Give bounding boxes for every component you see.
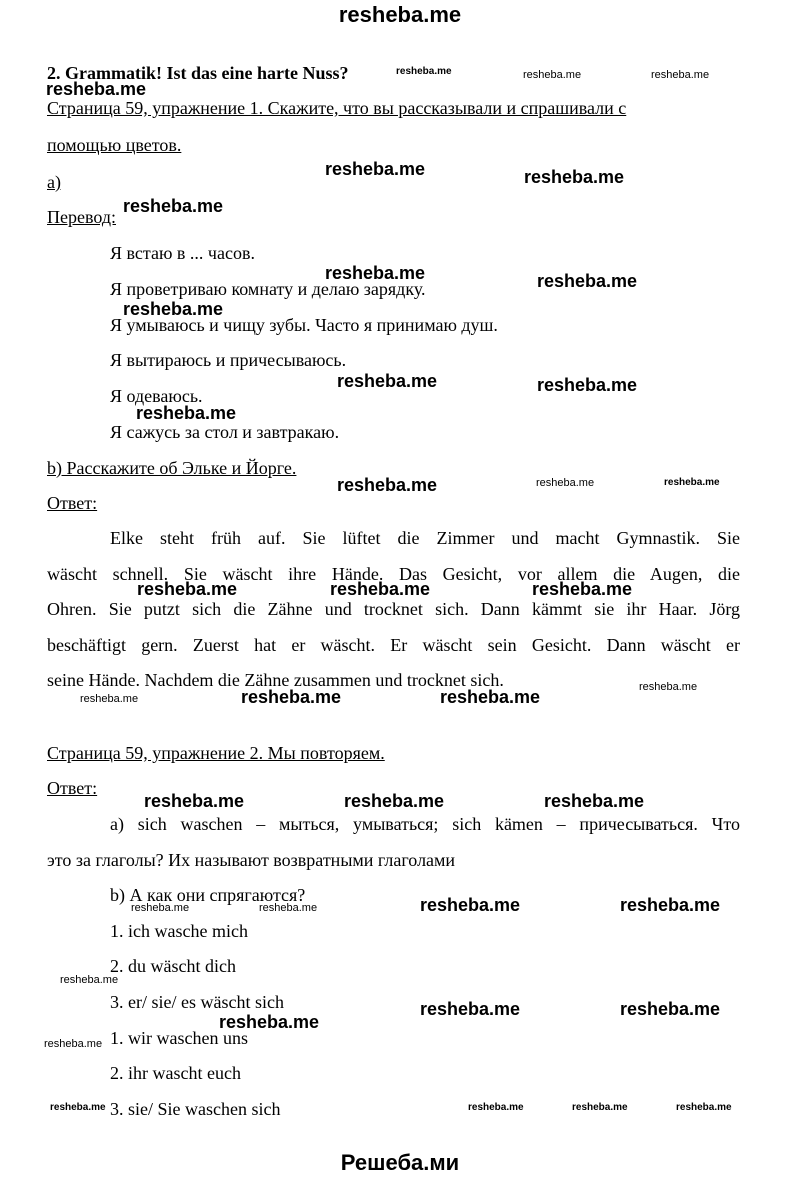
watermark: resheba.me (620, 999, 721, 1019)
answer-line-1: Elke steht früh auf. Sie lüftet die Zimmer und macht Gymnastik. Sie (110, 528, 740, 548)
ex2-b-question: b) А как они спрягаются? (110, 885, 306, 905)
answer-line-5: seine Hände. Nachdem die Zähne zusammen und trocknet sich. (47, 670, 504, 690)
site-footer: Решеба.ми (340, 1150, 460, 1175)
watermark: resheba.me (639, 681, 698, 693)
watermark: resheba.me (537, 271, 638, 291)
watermark: resheba.me (523, 69, 582, 81)
watermark: resheba.me (344, 791, 445, 811)
watermark: resheba.me (123, 196, 224, 216)
watermark: resheba.me (131, 902, 190, 914)
answer-line-3: Ohren. Sie putzt sich die Zähne und trocknet sich. Dann kämmt sie ihr Haar. Jörg (47, 599, 740, 619)
watermark: resheba.me (524, 167, 625, 187)
answer-line-4: beschäftigt gern. Zuerst hat er wäscht. Er wäscht sein Gesicht. Dann wäscht er (47, 635, 740, 655)
watermark: resheba.me (620, 895, 721, 915)
conjugation-3: 3. er/ sie/ es wäscht sich (110, 992, 284, 1012)
section-title: 2. Grammatik! Ist das eine harte Nuss? (47, 63, 349, 83)
watermark: resheba.me (537, 375, 638, 395)
watermark: resheba.me (80, 693, 139, 705)
watermark: resheba.me (572, 1102, 628, 1113)
watermark: resheba.me (50, 1102, 106, 1113)
watermark: resheba.me (337, 475, 438, 495)
watermark: resheba.me (136, 403, 237, 423)
exercise1-heading-line1: Страница 59, упражнение 1. Скажите, что вы рассказывали и спрашивали с (47, 98, 627, 118)
watermark: resheba.me (396, 66, 452, 77)
sentence-3: Я умываюсь и чищу зубы. Часто я принимаю душ. (110, 315, 498, 335)
watermark: resheba.me (532, 579, 633, 599)
answer-label-1: Ответ: (47, 493, 98, 513)
part-a-label: а) (47, 172, 61, 192)
watermark: resheba.me (325, 159, 426, 179)
exercise2-heading: Страница 59, упражнение 2. Мы повторяем. (47, 743, 385, 763)
watermark: resheba.me (468, 1102, 524, 1113)
site-header: resheba.me (338, 2, 462, 27)
watermark: resheba.me (137, 579, 238, 599)
watermark: resheba.me (420, 999, 521, 1019)
watermark: resheba.me (664, 477, 720, 488)
conjugation-5: 2. ihr wascht euch (110, 1063, 241, 1083)
conjugation-4: 1. wir waschen uns (110, 1028, 248, 1048)
conjugation-1: 1. ich wasche mich (110, 921, 248, 941)
exercise1-heading-line2: помощью цветов. (47, 135, 182, 155)
sentence-5: Я одеваюсь. (110, 386, 203, 406)
watermark: resheba.me (440, 687, 541, 707)
watermark: resheba.me (44, 1038, 103, 1050)
sentence-1: Я встаю в ... часов. (110, 243, 255, 263)
translation-label: Перевод: (47, 207, 116, 227)
watermark: resheba.me (544, 791, 645, 811)
watermark: resheba.me (46, 79, 147, 99)
answer-label-2: Ответ: (47, 778, 98, 798)
ex2-a-line1: a) sich waschen – мыться, умываться; sich kämen – причесываться. Что (110, 814, 740, 834)
watermark: resheba.me (241, 687, 342, 707)
part-b-label: b) Расскажите об Эльке и Йорге. (47, 458, 297, 478)
watermark: resheba.me (259, 902, 318, 914)
conjugation-6: 3. sie/ Sie waschen sich (110, 1099, 281, 1119)
watermark: resheba.me (536, 477, 595, 489)
watermark: resheba.me (325, 263, 426, 283)
watermark: resheba.me (337, 371, 438, 391)
watermark: resheba.me (330, 579, 431, 599)
watermark: resheba.me (420, 895, 521, 915)
watermark: resheba.me (676, 1102, 732, 1113)
watermark: resheba.me (219, 1012, 320, 1032)
sentence-6: Я сажусь за стол и завтракаю. (110, 422, 340, 442)
answer-line-2: wäscht schnell. Sie wäscht ihre Hände. Das Gesicht, vor allem die Augen, die (47, 564, 740, 584)
sentence-2: Я проветриваю комнату и делаю зарядку. (110, 279, 426, 299)
sentence-4: Я вытираюсь и причесываюсь. (110, 350, 347, 370)
watermark: resheba.me (144, 791, 245, 811)
watermark: resheba.me (651, 69, 710, 81)
watermark: resheba.me (60, 974, 119, 986)
watermark: resheba.me (123, 299, 224, 319)
conjugation-2: 2. du wäscht dich (110, 956, 236, 976)
ex2-a-line2: это за глаголы? Их называют возвратными глаголами (47, 850, 456, 870)
